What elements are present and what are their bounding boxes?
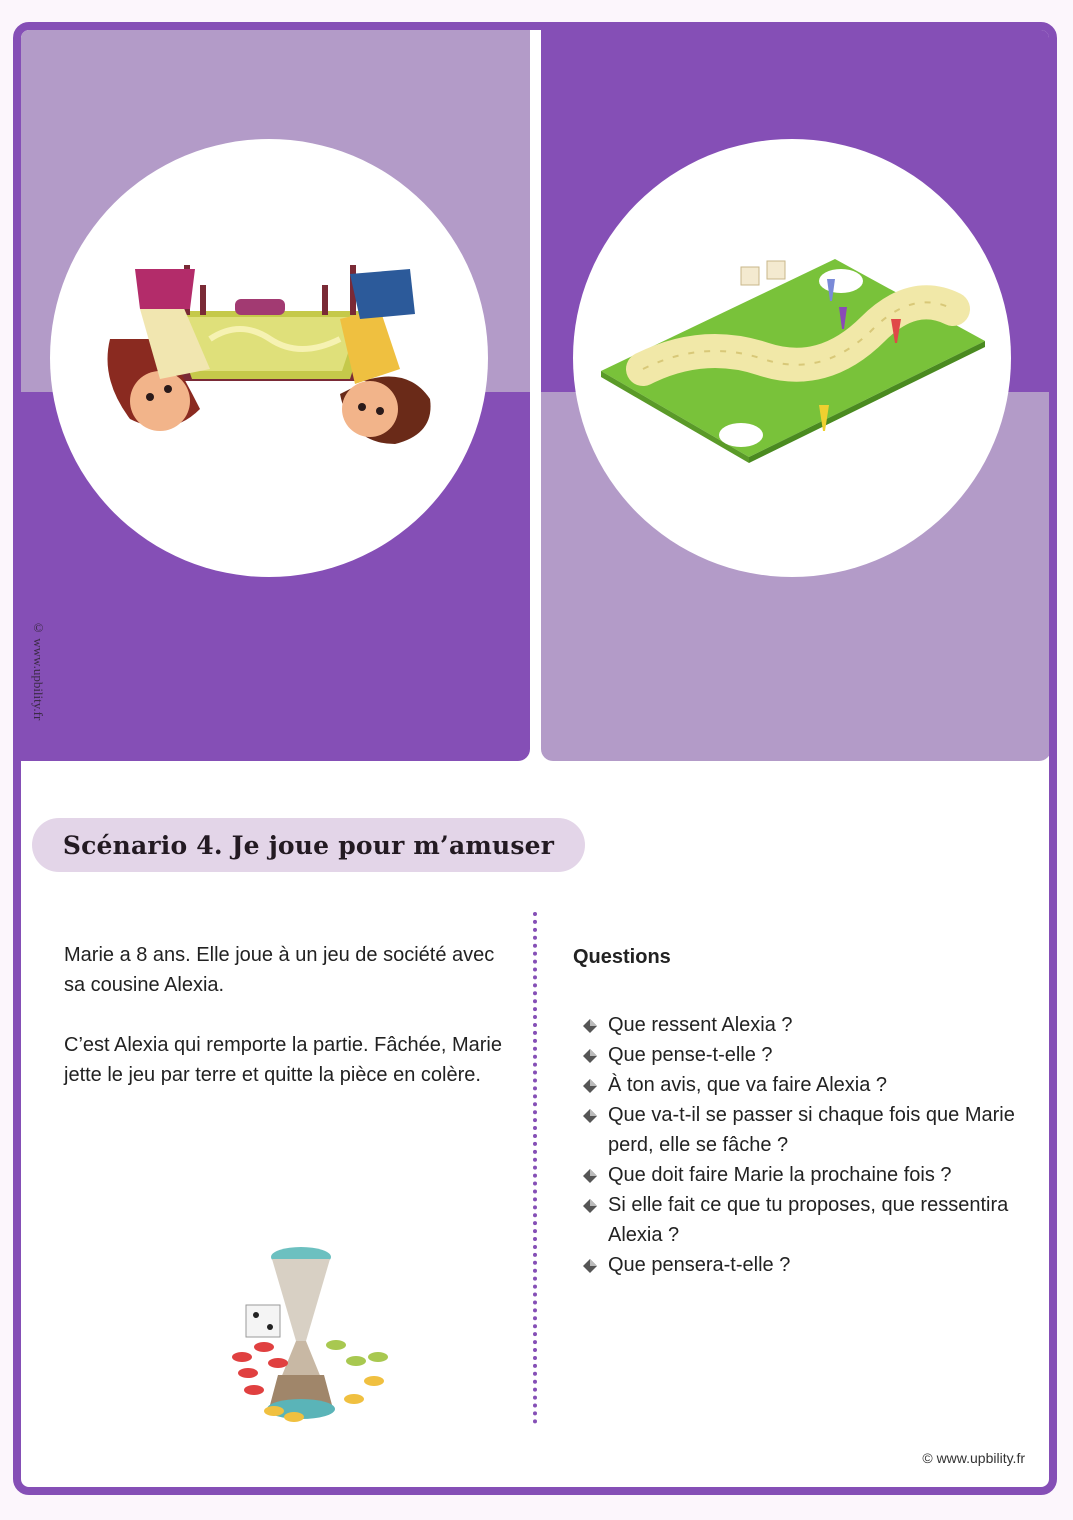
scenario-text	[64, 940, 504, 1120]
question-item	[583, 1070, 1023, 1100]
diamond-bullet-icon	[583, 1259, 597, 1273]
question-text: Que pensera-t-elle ?	[608, 1254, 791, 1276]
hourglass-illustration	[206, 1245, 396, 1425]
diamond-bullet-icon	[583, 1049, 597, 1063]
question-text: À ton avis, que va faire Alexia ?	[608, 1074, 888, 1096]
question-item	[583, 1250, 1023, 1280]
question-text: Que ressent Alexia ?	[608, 1014, 793, 1036]
questions-list	[583, 1010, 1023, 1280]
question-text: Si elle fait ce que tu proposes, que ressentira Alexia ?	[608, 1194, 1009, 1246]
vertical-copyright: © www.upbility.fr	[31, 620, 46, 721]
question-text: Que va-t-il se passer si chaque fois que Marie perd, elle se fâche ?	[608, 1104, 1015, 1156]
scenario-title: Scénario 4. Je joue pour m’amuser	[62, 830, 555, 860]
right-image-panel	[541, 30, 1051, 761]
diamond-bullet-icon	[583, 1199, 597, 1213]
diamond-bullet-icon	[583, 1169, 597, 1183]
question-item	[583, 1160, 1023, 1190]
question-text: Que doit faire Marie la prochaine fois ?	[608, 1164, 952, 1186]
question-item	[583, 1040, 1023, 1070]
question-item	[583, 1100, 1023, 1160]
scenario-paragraph: C’est Alexia qui remporte la partie. Fâchée, Marie jette le jeu par terre et quitte la pièce en colère.	[64, 1034, 502, 1086]
diamond-bullet-icon	[583, 1019, 597, 1033]
scenario-paragraph: Marie a 8 ans. Elle joue à un jeu de société avec sa cousine Alexia.	[64, 944, 495, 996]
question-text: Que pense-t-elle ?	[608, 1044, 773, 1066]
questions-heading: Questions	[573, 946, 671, 968]
right-illustration-circle	[573, 139, 1011, 577]
left-illustration-circle	[50, 139, 488, 577]
game-card	[13, 22, 1057, 1495]
diamond-bullet-icon	[583, 1109, 597, 1123]
diamond-bullet-icon	[583, 1079, 597, 1093]
question-item	[583, 1190, 1023, 1250]
footer-copyright: © www.upbility.fr	[922, 1450, 1025, 1466]
girls-playing-board-game-illustration	[50, 139, 488, 577]
column-divider	[533, 912, 537, 1424]
question-item	[583, 1010, 1023, 1040]
board-game-illustration	[573, 139, 1011, 577]
scenario-title-pill	[32, 818, 585, 872]
left-image-panel	[21, 30, 530, 761]
